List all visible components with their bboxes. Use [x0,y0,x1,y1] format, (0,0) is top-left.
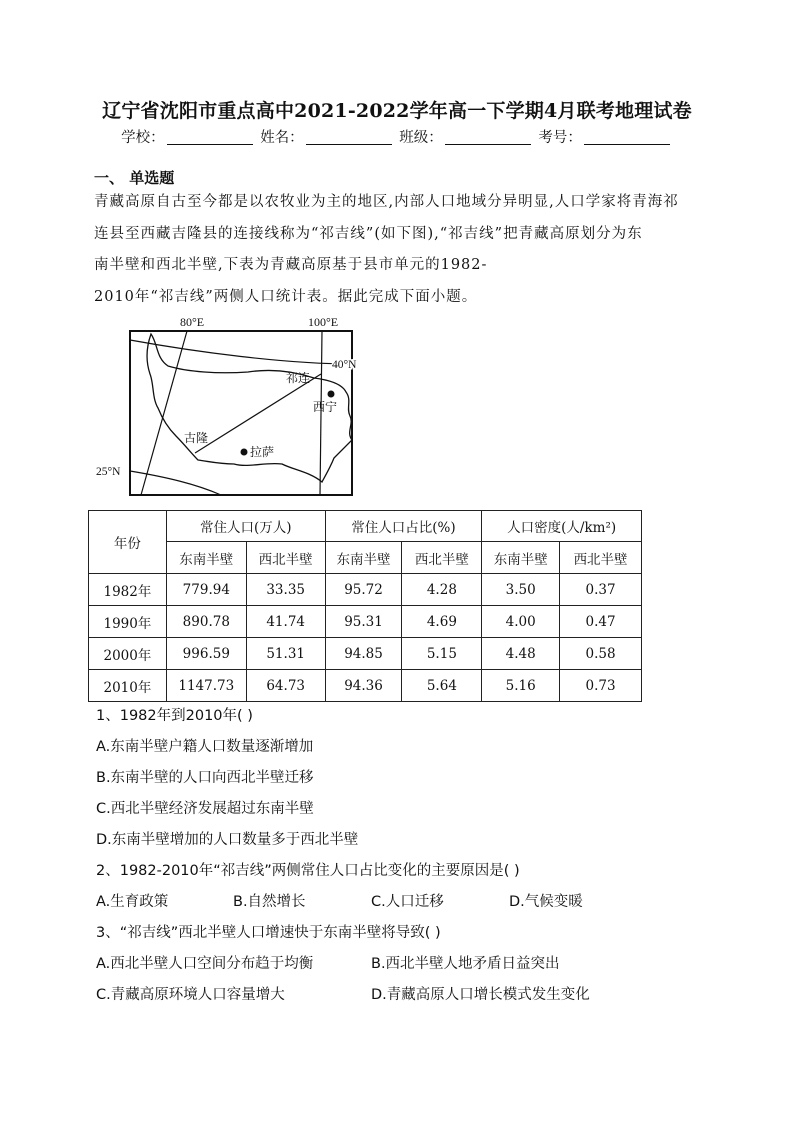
lon-80-line [141,331,187,495]
intro-line: 2010年“祁吉线”两侧人口统计表。据此完成下面小题。 [94,288,478,305]
table-cell: 1982年 [89,574,167,606]
sub-header: 西北半壁 [560,542,642,574]
year-header: 年份 [89,511,167,574]
table-cell: 890.78 [166,606,246,638]
question-2-option-c: C.人口迁移 [371,894,444,910]
xining-label: 西宁 [313,400,338,414]
group-header-population: 常住人口(万人) [166,511,325,542]
question-2-stem: 2、1982-2010年“祁吉线”两侧常住人口占比变化的主要原因是( ) [96,863,520,879]
gulong-label: 古隆 [184,431,209,445]
table-cell: 0.47 [560,606,642,638]
question-1-option-c: C.西北半壁经济发展超过东南半壁 [96,801,314,817]
school-blank [167,130,253,145]
exam-no-blank [584,130,670,145]
exam-no-label: 考号： [538,130,582,146]
table-cell: 2000年 [89,638,167,670]
school-label: 学校： [121,130,165,146]
lat-25-line [130,471,221,495]
table-cell: 94.36 [325,670,402,702]
qilian-label: 祁连 [286,371,311,385]
lat-40-label: 40°N [332,359,357,371]
table-cell: 4.28 [402,574,482,606]
table-cell: 4.00 [482,606,560,638]
question-3-option-b: B.西北半壁人地矛盾日益突出 [371,956,560,972]
lat-25-label: 25°N [96,466,121,478]
intro-line: 青藏高原自古至今都是以农牧业为主的地区,内部人口地域分异明显,人口学家将青海祁 [94,194,679,210]
sub-header: 东南半壁 [166,542,246,574]
table-cell: 41.74 [246,606,325,638]
qinghai-tibet-map [96,312,362,496]
question-2-option-d: D.气候变暖 [509,894,583,910]
lat-40-line [130,340,352,364]
question-1-option-a: A.东南半壁户籍人口数量逐渐增加 [96,739,314,755]
sub-header: 东南半壁 [325,542,402,574]
table-cell: 996.59 [166,638,246,670]
table-cell: 33.35 [246,574,325,606]
question-3-stem: 3、“祁吉线”西北半壁人口增速快于东南半壁将导致( ) [96,925,441,941]
table-cell: 2010年 [89,670,167,702]
question-3-option-a: A.西北半壁人口空间分布趋于均衡 [96,956,314,972]
question-3-option-c: C.青藏高原环境人口容量增大 [96,987,285,1003]
table-cell: 51.31 [246,638,325,670]
table-row [89,606,642,638]
name-blank [306,130,392,145]
intro-passage [94,187,698,313]
table-row [89,638,642,670]
table-cell: 94.85 [325,638,402,670]
sub-header: 西北半壁 [246,542,325,574]
intro-line: 连县至西藏吉隆县的连接线称为“祁吉线”(如下图),“祁吉线”把青藏高原划分为东 [94,225,643,242]
question-2-option-a: A.生育政策 [96,894,169,910]
table-cell: 4.48 [482,638,560,670]
intro-line: 南半壁和西北半壁,下表为青藏高原基于县市单元的1982- [94,257,488,273]
question-1-option-b: B.东南半壁的人口向西北半壁迁移 [96,770,314,786]
lon-80-label: 80°E [180,315,205,329]
lon-100-label: 100°E [308,315,339,329]
table-cell: 4.69 [402,606,482,638]
table-cell: 1990年 [89,606,167,638]
table-cell: 5.64 [402,670,482,702]
table-cell: 779.94 [166,574,246,606]
table-cell: 64.73 [246,670,325,702]
population-table [88,510,642,702]
group-header-density: 人口密度(人/km²) [482,511,642,542]
table-cell: 5.15 [402,638,482,670]
exam-title: 辽宁省沈阳市重点高中2021-2022学年高一下学期4月联考地理试卷 [102,100,692,122]
question-1-option-d: D.东南半壁增加的人口数量多于西北半壁 [96,832,359,848]
name-label: 姓名： [260,130,304,146]
table-cell: 95.31 [325,606,402,638]
table-row [89,574,642,606]
table-cell: 1147.73 [166,670,246,702]
question-1-stem: 1、1982年到2010年( ) [96,708,253,724]
table-cell: 3.50 [482,574,560,606]
question-2-option-b: B.自然增长 [233,894,306,910]
student-info-line [0,126,794,147]
sub-header: 西北半壁 [402,542,482,574]
group-header-share: 常住人口占比(%) [325,511,482,542]
question-3-option-d: D.青藏高原人口增长模式发生变化 [371,987,590,1003]
table-cell: 95.72 [325,574,402,606]
class-blank [445,130,531,145]
lhasa-label: 拉萨 [250,445,275,459]
sub-header: 东南半壁 [482,542,560,574]
table-cell: 0.73 [560,670,642,702]
table-row [89,670,642,702]
lhasa-dot [241,449,248,456]
table-cell: 0.58 [560,638,642,670]
xining-dot [328,391,335,398]
table-cell: 0.37 [560,574,642,606]
section-heading: 一、 单选题 [94,169,175,187]
qiji-line [195,374,321,453]
class-label: 班级： [399,130,443,146]
table-cell: 5.16 [482,670,560,702]
